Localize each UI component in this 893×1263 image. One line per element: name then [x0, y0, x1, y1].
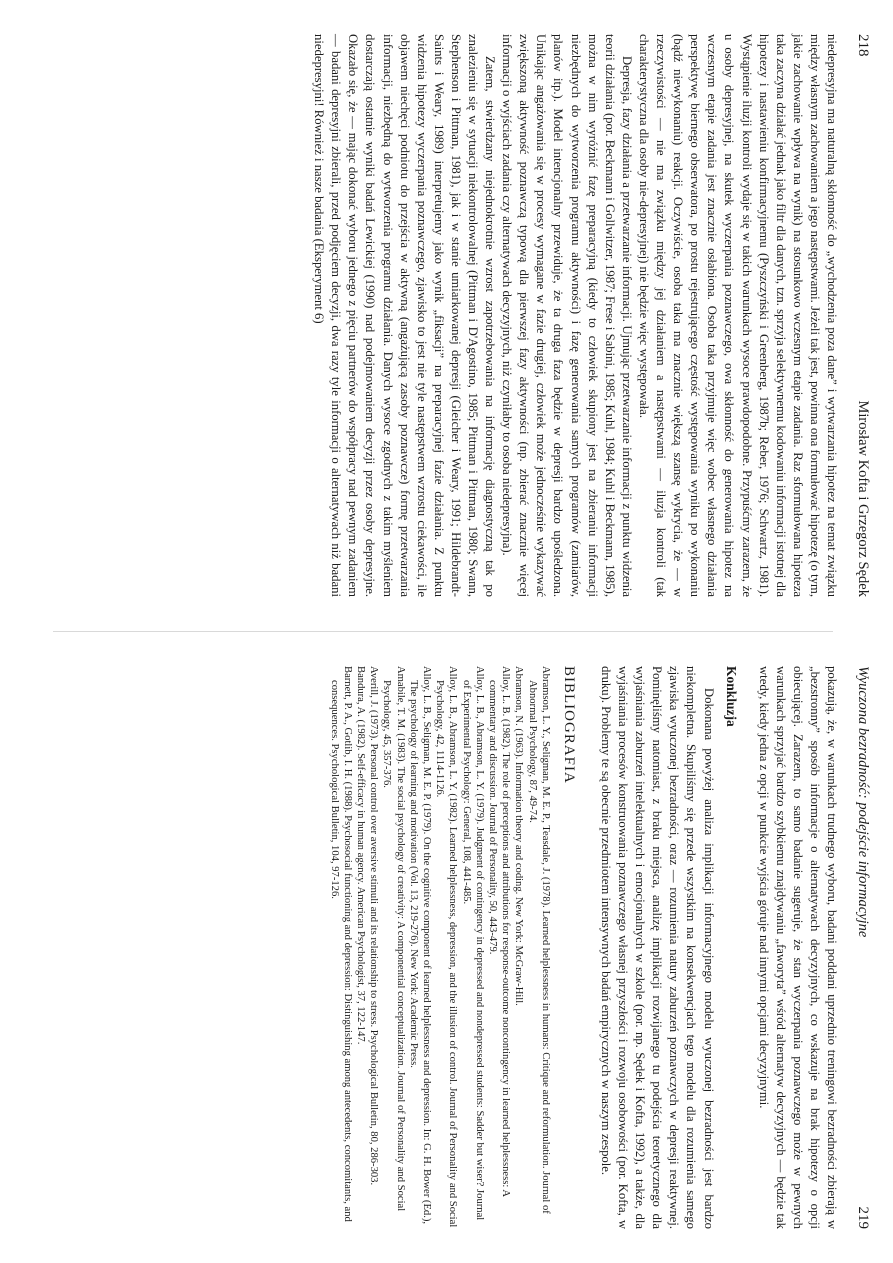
right-running-head: [854, 666, 871, 1229]
paragraph: pokazują, że, w warunkach trudnego wyboru, badani poddani uprzednio treningowi bezradności zbierają w „bezstronny” sposób informacje o alternatywach decyzyjnych, co wskazuje na brak hipotezy o opcji obiecującej. Zarazem, to samo badanie sugeruje, że stan wyczerpania poznawczego może w pewnych warunkach sprzyjać bardzo szybkiemu znajdywaniu „faworyta” wśród alternatyw decyzyjnych — będzie tak wtedy, kiedy jedna z opcji w punkcie wyjścia góruje nad innymi opcjami decyzyjnymi.: [756, 666, 839, 1229]
reference-item: Alloy, L. B., Abramson, L. Y. (1982). Learned helplessness, depression, and the illusion of control. Journal of Personality and Social Psychology, 42, 1114-1126.: [434, 666, 459, 1228]
reference-item: Alloy, L. B., Seligman, M. E. P. (1979). On the cognitive component of learned helplessness and depression. In: G. H. Bower (Ed.), The psychology of learning and motivation (Vol. 13, 219-276). New York: Academic Press.: [407, 666, 433, 1225]
right-page: [0, 632, 893, 1263]
paragraph: Dokonana powyżej analiza implikacji informacyjnego modelu wyuczonej bezradności jest bardzo niekompletna. Skupiliśmy się przede wszystkim na konsekwencjach tego modelu dla rozumienia samego zjawiska wyuczonej bezradności, oraz — rozumienia natury zaburzeń poznawczych w depresji reaktywnej. Pominęliśmy natomiast, z braku miejsca, analizę implikacji rozwijanego tu podejścia teoretycznego dla wyjaśniania zaburzeń intelektualnych i emocjonalnych w szkole (por. np. Sędek i Kofta, 1992), a także, dla wyjaśniania procesów konstruowania poznawczego własnej przyszłości i rozwoju osobowości (por. Kofta, w druku). Problemy te są obecnie przedmiotem intensywnych badań empirycznych w naszym zespole.: [598, 666, 716, 1229]
left-body-text: [310, 34, 840, 597]
paragraph: Depresja, fazy działania a przetwarzanie informacji. Ujmując przetwarzanie informacji z punktu widzenia teorii działania (por. Beckmann i Gollwitzer, 1987; Frese i Sabini, 1985; Kuhl, 1984; Kuhl i Beckmann, 1985), można w nim wyróżnić fazę preparacyjną (kiedy to człowiek skupiony jest na zbieraniu informacji niezbędnych do wytworzenia programu aktywności) i fazę generowania samych programów (zamiarów, planów itp.). Model intencjonalny przewiduje, że ta druga faza będzie w depresji bardzo upośledzona. Unikając angażowania się w procesy wymagane w fazie drugiej, człowiek może jednocześnie wykazywać zwiększoną aktywność poznawczą typową dla pierwszej fazy aktywności (np. zbierać znacznie więcej informacji o wyjściach zadania czy alternatywach decyzyjnych, niż czyniłaby to osoba niedepresyjna).: [500, 34, 634, 597]
bibliography-heading: BIBLIOGRAFIA: [560, 666, 577, 784]
page-number-right: 219: [855, 1206, 871, 1229]
left-running-head: [854, 34, 871, 597]
reference-item: Alloy, L. B., Abramson, L. Y. (1979). Judgment of contingency in depressed and nondepressed students: Sadder but wiser? Journal of Experimental Psychology: General, 108, 441-485.: [460, 666, 485, 1221]
reference-item: Barnett, P. A., Gotlib, I. H. (1988). Psychosocial functioning and depression: Distinguishing among antecedents, concomitants, and consequences. Psychological Bulletin, 104, 97-126.: [328, 666, 353, 1222]
left-page: [0, 0, 893, 631]
conclusion-text: [597, 666, 717, 1229]
reference-item: Abramson, L. Y., Seligman, M. E. P., Teasdale, J. (1978). Learned helplessness in humans: Critique and reformulation. Journal of Abnormal Psychology, 87, 49-74.: [526, 666, 551, 1214]
reference-item: Abramson, N. (1963). Information theory and coding. New York: McGraw-Hill.: [513, 666, 525, 1006]
paragraph: Zatem, stwierdzany niejednokrotnie wzrost zapotrzebowania na informację diagnostyczną tak po znalezieniu się w sytuacji niekontrolowalnej (Pittman i D'Agostino, 1985; Pittman i Pittman, 1980; Swann, Stephenson i Pittman, 1981), jak i w stanie umiarkowanej depresji (Gleicher i Weary, 1991; Hildebrandt-Saints i Weary, 1989) interpretujemy jako wynik „fiksacji” na preparacyjnej fazie działania. Z punktu widzenia hipotezy wyczerpania poznawczego, zjawisko to jest nie tyle następstwem wzrostu ciekawości, ile objawem niechęci podniotu do przejścia w aktywną (angażującą zasoby poznawcze) formę przetwarzania informacji, niezbędną do wytworzenia programu działania. Danych wysoce zgodnych z takim myśleniem dostarczają ostatnie wyniki badań Lewickiej (1990) nad podejmowaniem decyzji przez osoby depresyjne. Okazało się, że — mając dokonać wyboru jednego z pięciu partnerów do współpracy nad pewnym zadaniem — badani depresyjni zbierali, przed podjęciem decyzji, dwa razy tyle informacji o alternatywach niż badani niedepresyjni! Również i nasze badania (Eksperyment 6): [312, 34, 498, 597]
running-head-title: Wyuczona bezradność: podejście informacyjne: [855, 666, 871, 938]
reference-item: Averill, J. (1973). Personal control over aversive stimuli and its relationship to stress. Psychological Bulletin, 80, 286-303.: [368, 666, 380, 1186]
paragraph: niedepresyjna ma naturalną skłonność do „wychodzenia poza dane” i wytwarzania hipotez na temat związku między własnym zachowaniem a jego następstwami. Jeżeli tak jest, powinna ona formułować hipotezę (o tym, jakie zachowanie wpływa na wynik) na stosunkowo wczesnym etapie zadania. Raz sformułowana hipoteza taka zaczyna działać jednak jako filtr dla danych, tzn. sprzyja selektywnemu kodowaniu informacji istotnej dla hipotezy i nastawieniu konfirmacyjnemu (Pyszczyński i Greenberg, 1987b; Reber, 1976; Schwartz, 1981). Wystąpienie iluzji kontroli wydaje się w takich warunkach wysoce prawdopodobne. Przypuśćmy zarazem, że u osoby depresyjnej, na skutek wyczerpania poznawczego, owa skłonność do generowania hipotez na wczesnym etapie zadania jest znacznie osłabiona. Osoba taka przyjmuje więc wobec własnego działania perspektywę biernego obserwatora, po prostu rejestrującego częstość występowania wyniku po wykonaniu (bądź niewykonaniu) reakcji. Oczywiście, osoba taka ma znacznie większą szansę wykrycia, że — w rzeczywistości — nie ma związku między jej działaniem a następstwami — iluzja kontroli (tak charakterystyczna dla osoby nie-depresyjnej) nie będzie więc występowała.: [636, 34, 839, 597]
running-head-authors: Mirosław Kofta i Grzegorz Sędek: [855, 400, 871, 597]
right-body-text: [755, 666, 840, 1229]
reference-item: Alloy, L. B. (1982). The role of perceptions and attributions for response-outcome noncontingency in learned helplessness: A commentary and discussion. Journal of Personality, 50, 443-479.: [487, 666, 512, 1197]
reference-item: Amabile, T. M. (1983). The social psychology of creativity: A componential conceptualization. Journal of Personality and Social Psychology, 45, 357-376.: [381, 666, 406, 1212]
reference-item: Bandura, A. (1982). Self-efficacy in human agency. American Psychologist, 37, 122-147.: [355, 666, 367, 1045]
section-heading-conclusion: Konkluzja: [723, 666, 739, 727]
reference-list: [327, 666, 551, 1229]
page-number-left: 218: [855, 34, 871, 57]
